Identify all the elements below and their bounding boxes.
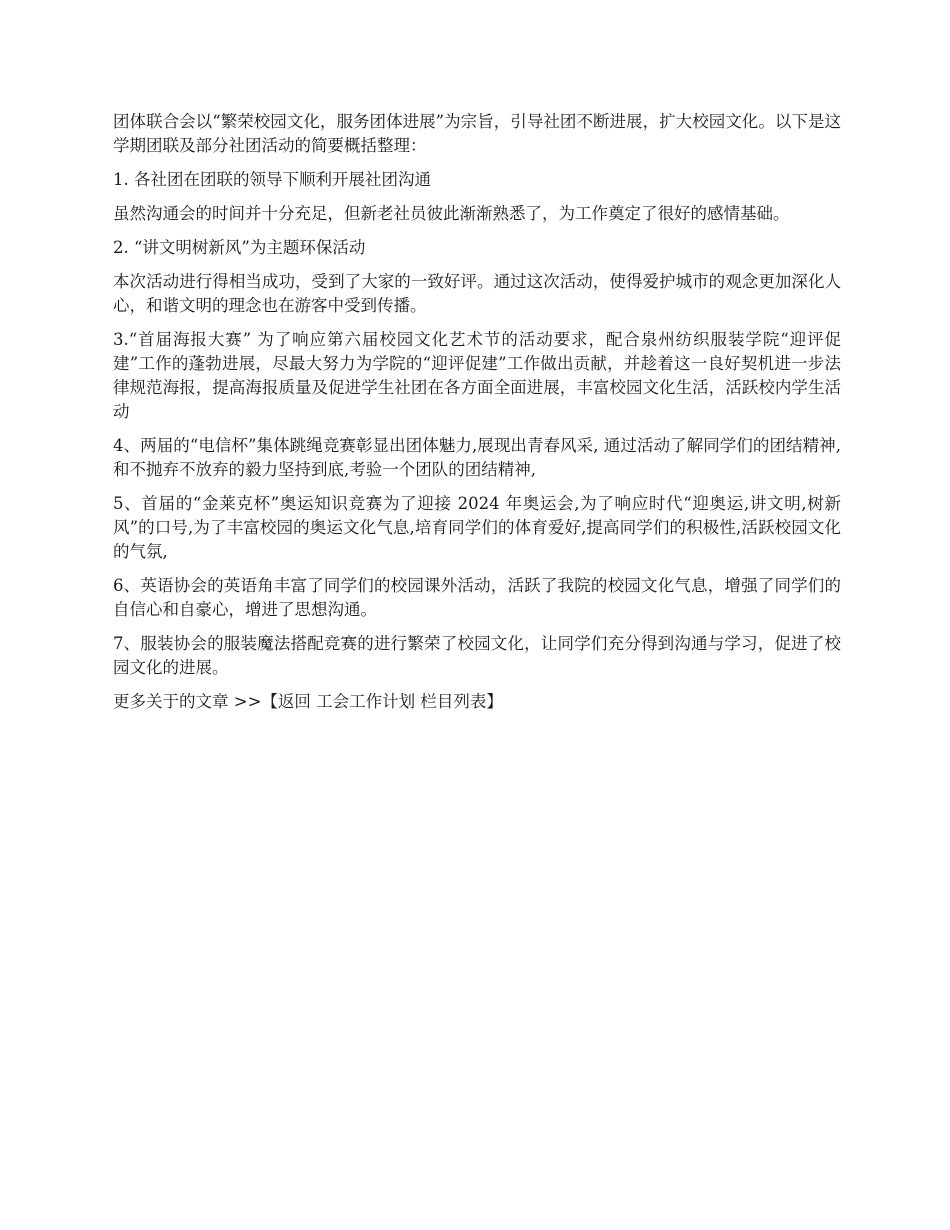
item-3: 3.“首届海报大赛” 为了响应第六届校园文化艺术节的活动要求，配合泉州纺织服装学院“迎评促建”工作的蓬勃进展，尽最大努力为学院的“迎评促建”工作做出贡献，并趁着这一良好契机进一步法律规范海报，提高海报质量及促进学生社团在各方面全面进展，丰富校园文化生活，活跃校内学生活动 (113, 330, 841, 421)
item-body-1: 虽然沟通会的时间并十分充足，但新老社员彼此渐渐熟悉了，为工作奠定了很好的感情基础。 (113, 204, 790, 223)
more-articles-prefix: 更多关于的文章 >> (113, 692, 262, 711)
item-body-2: 本次活动进行得相当成功，受到了大家的一致好评。通过这次活动，使得爱护城市的观念更加深化人心，和谐文明的理念也在游客中受到传播。 (113, 272, 841, 315)
document-body (113, 110, 841, 724)
more-articles-line (113, 690, 841, 714)
item-6: 6、英语协会的英语角丰富了同学们的校园课外活动，活跃了我院的校园文化气息，增强了同学们的自信心和自豪心，增进了思想沟通。 (113, 576, 841, 619)
item-heading-2: 2. “讲文明树新风”为主题环保活动 (113, 238, 366, 257)
item-7: 7、服装协会的服装魔法搭配竞赛的进行繁荣了校园文化，让同学们充分得到沟通与学习，促进了校园文化的进展。 (113, 634, 841, 677)
intro-paragraph: 团体联合会以“繁荣校园文化，服务团体进展”为宗旨，引导社团不断进展，扩大校园文化。以下是这学期团联及部分社团活动的简要概括整理： (113, 112, 841, 155)
item-heading-1: 1. 各社团在团联的领导下顺利开展社团沟通 (113, 170, 431, 189)
item-4: 4、两届的“电信杯”集体跳绳竞赛彰显出团体魅力,展现出青春风采, 通过活动了解同学们的团结精神,和不抛弃不放弃的毅力坚持到底,考验一个团队的团结精神, (113, 436, 841, 479)
item-5: 5、首届的“金莱克杯”奥运知识竞赛为了迎接 2024 年奥运会,为了响应时代“迎奥运,讲文明,树新风”的口号,为了丰富校园的奥运文化气息,培育同学们的体育爱好,提高同学们的积极性,活跃校园文化的气氛, (113, 494, 841, 561)
back-to-category-link[interactable]: 【返回 工会工作计划 栏目列表】 (261, 692, 503, 711)
